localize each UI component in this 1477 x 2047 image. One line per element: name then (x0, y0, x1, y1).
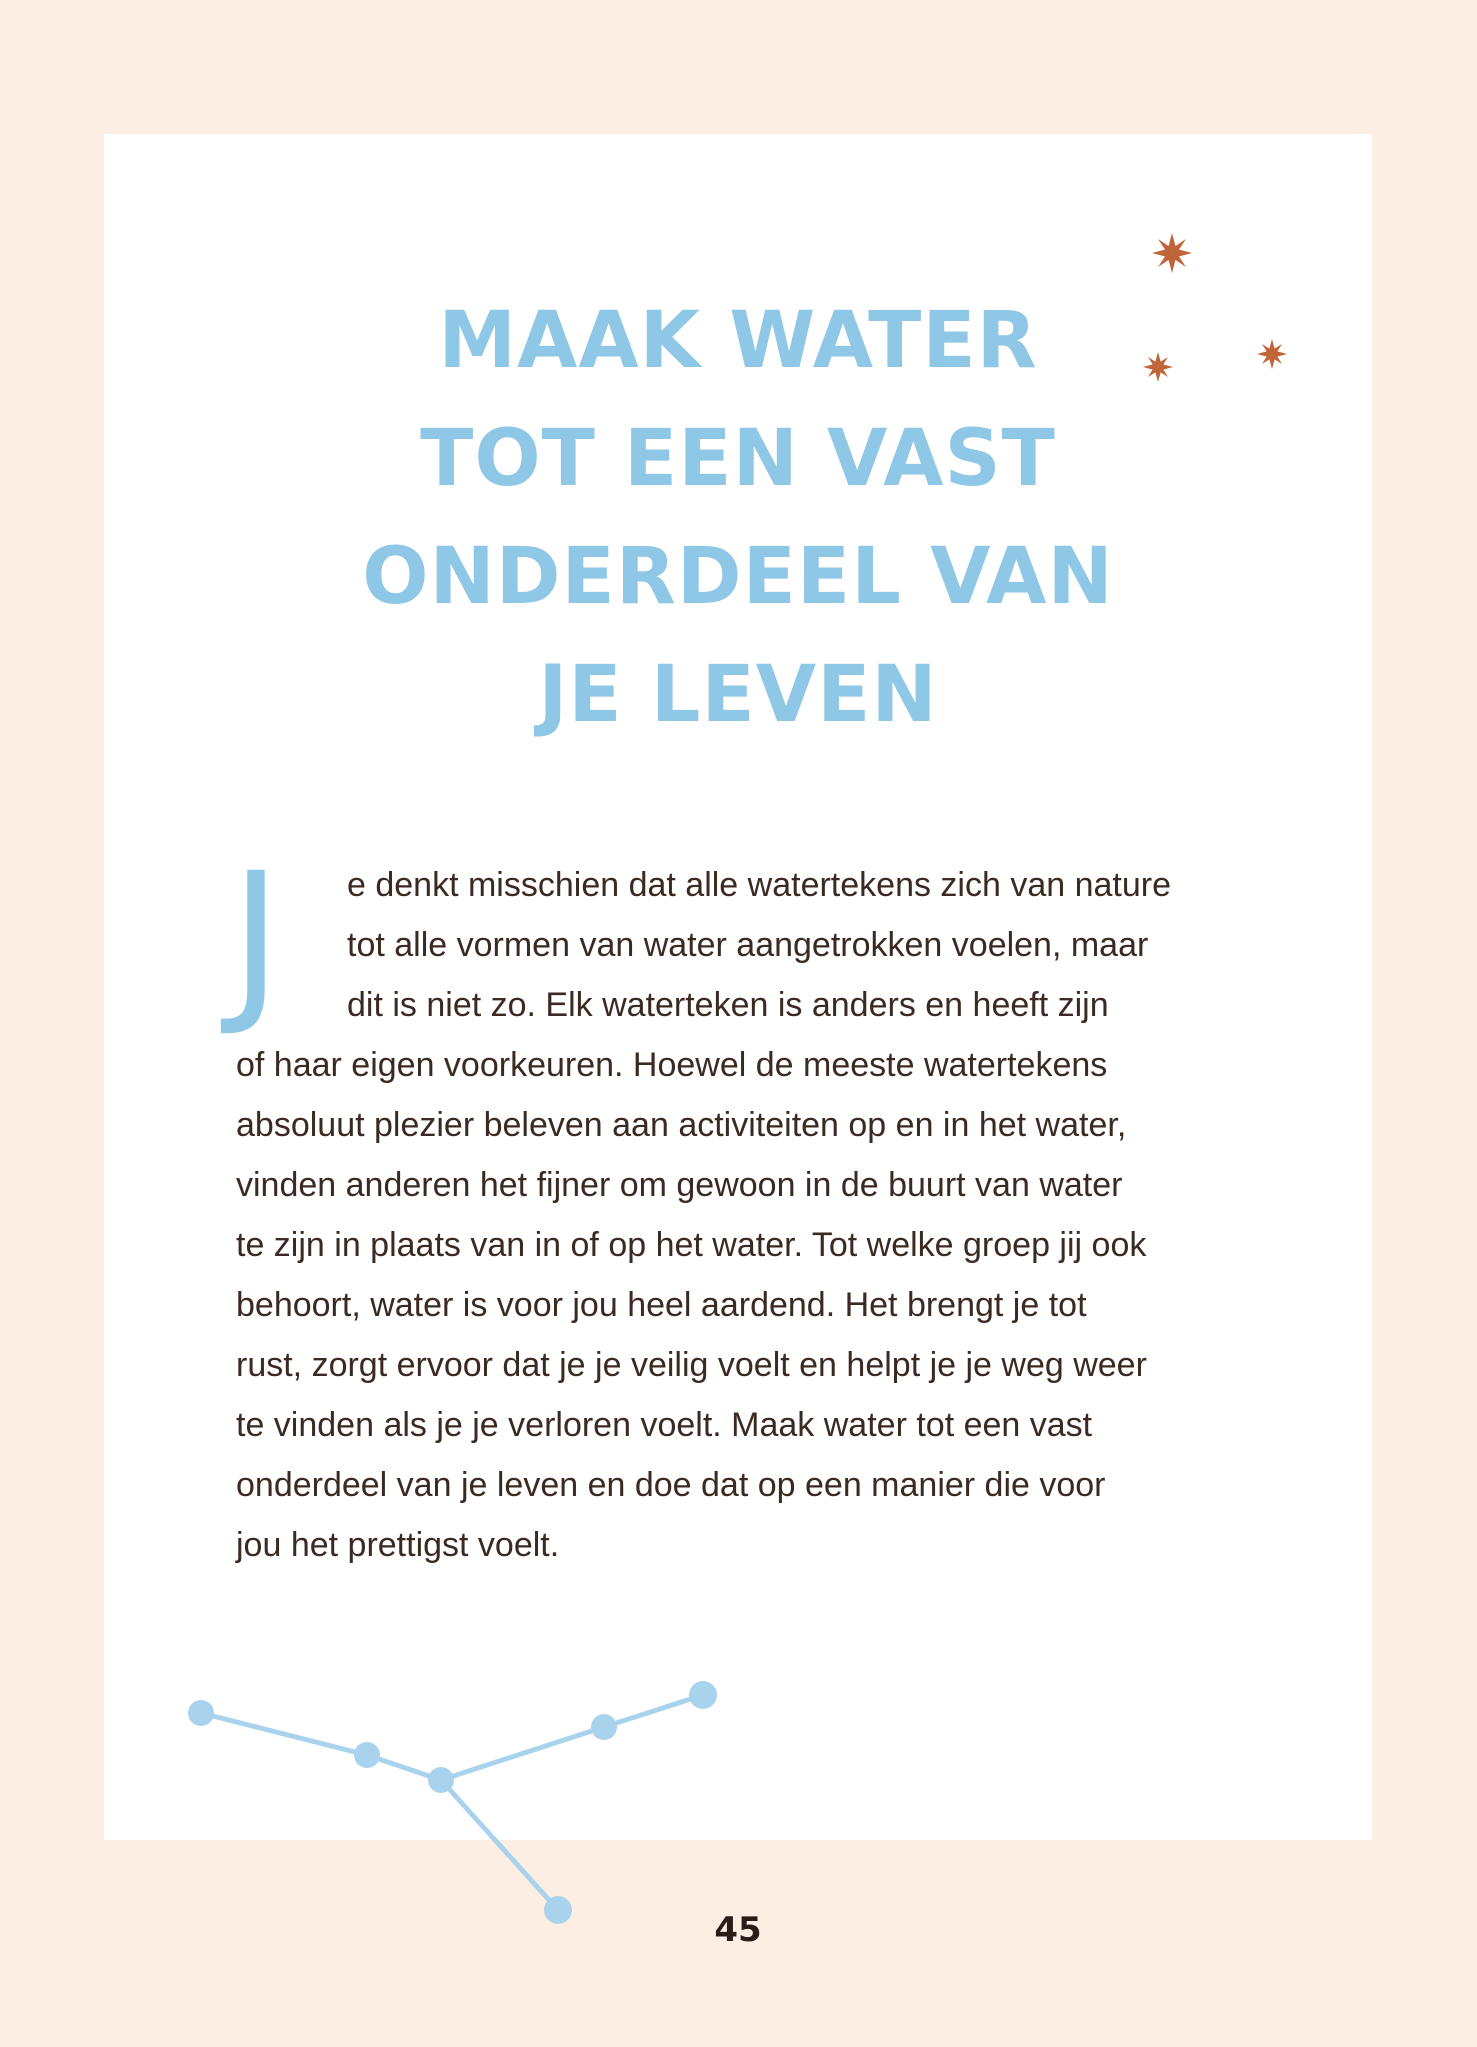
title-line-2: TOT EEN VAST (420, 414, 1056, 504)
constellation-star (188, 1700, 214, 1726)
body-line: te vinden als je je verloren voelt. Maak water tot een vast (236, 1406, 1093, 1444)
body-line: vinden anderen het fijner om gewoon in de buurt van water (236, 1166, 1123, 1204)
body-line: tot alle vormen van water aangetrokken voelen, maar (347, 926, 1149, 964)
body-line: behoort, water is voor jou heel aardend. Het brengt je tot (236, 1286, 1087, 1324)
body-line: e denkt misschien dat alle watertekens zich van nature (347, 866, 1172, 904)
title-line-3: ONDERDEEL VAN (362, 532, 1114, 622)
constellation-star (689, 1681, 717, 1709)
body-line: onderdeel van je leven en doe dat op een manier die voor (236, 1466, 1106, 1504)
drop-cap: J (230, 835, 282, 1040)
title-line-1: MAAK WATER (438, 296, 1038, 386)
body-line: dit is niet zo. Elk waterteken is anders en heeft zijn (347, 986, 1109, 1024)
body-line: absoluut plezier beleven aan activiteiten op en in het water, (236, 1106, 1127, 1144)
constellation-star (591, 1714, 617, 1740)
body-line: of haar eigen voorkeuren. Hoewel de meeste watertekens (236, 1046, 1108, 1084)
constellation-star (354, 1742, 380, 1768)
title-line-4: JE LEVEN (538, 650, 938, 740)
body-line: rust, zorgt ervoor dat je je veilig voelt en helpt je je weg weer (236, 1346, 1147, 1384)
body-line: jou het prettigst voelt. (236, 1526, 560, 1564)
constellation-star (428, 1767, 454, 1793)
body-line: te zijn in plaats van in of op het water. Tot welke groep jij ook (236, 1226, 1147, 1264)
page-number: 45 (714, 1910, 762, 1950)
